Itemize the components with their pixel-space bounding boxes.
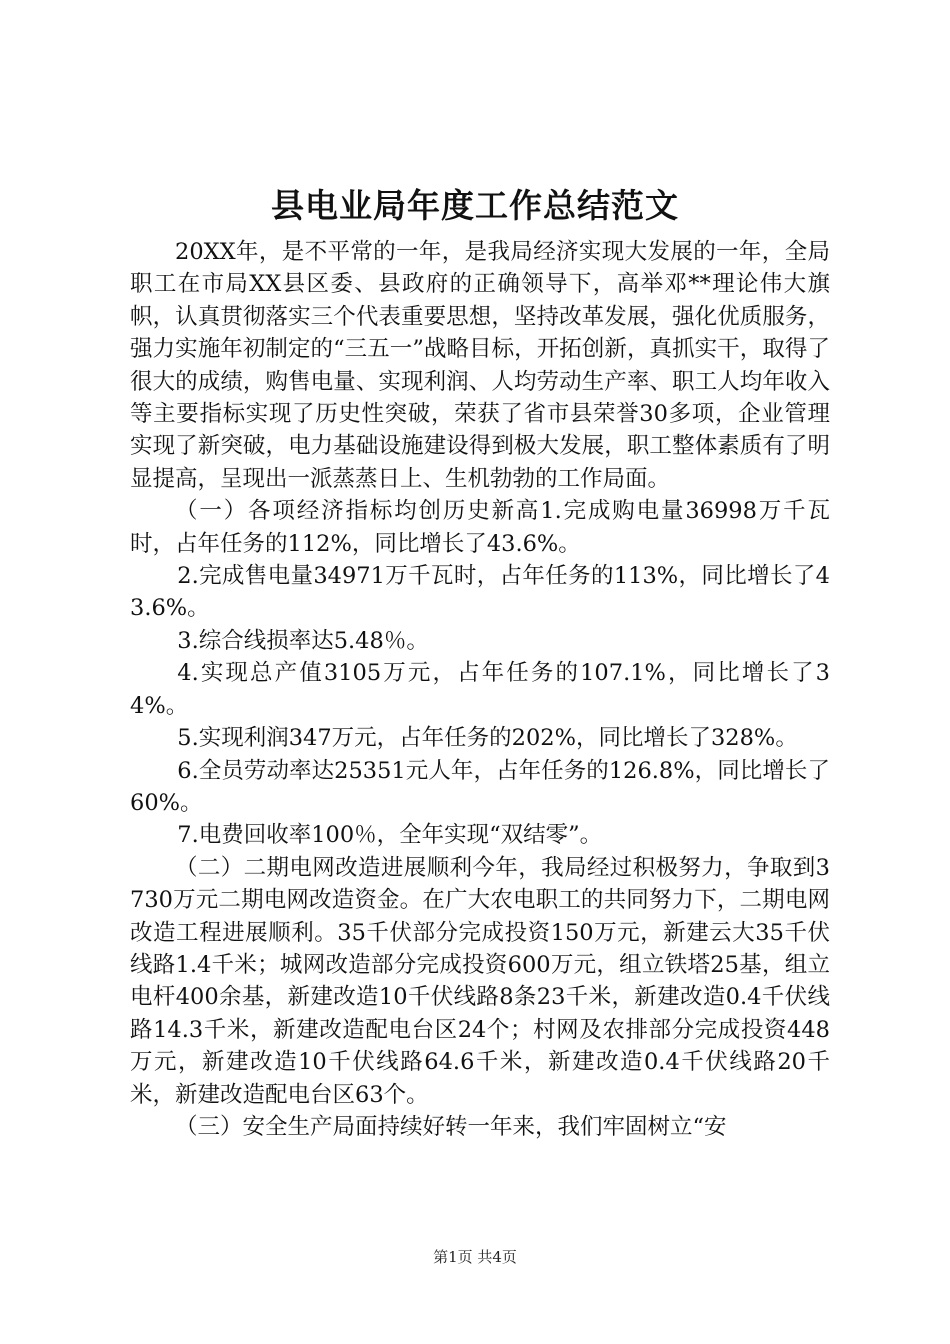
page-footer: 第1页 共4页: [433, 1248, 517, 1266]
paragraph-item-6: 6.全员劳动率达25351元人年，占年任务的126.8%，同比增长了60%。: [130, 757, 830, 816]
paragraph-section-1: （一）各项经济指标均创历史新高1.完成购电量36998万千瓦时，占年任务的112%，同比增长了43.6%。: [130, 498, 830, 557]
paragraph-item-4: 4.实现总产值3105万元，占年任务的107.1%，同比增长了34%。: [130, 660, 830, 719]
paragraph-item-5: 5.实现利润347万元，占年任务的202%，同比增长了328%。: [177, 725, 798, 752]
document-body: [130, 236, 830, 1143]
paragraph-section-2: （二）二期电网改造进展顺利今年，我局经过积极努力，争取到3730万元二期电网改造资金。在广大农电职工的共同努力下，二期电网改造工程进展顺利。35千伏部分完成投资150万元，新建云大35千伏线路1.4千米；城网改造部分完成投资600万元，组立铁塔25基，组立电杆400余基，新建改造10千伏线路8条23千米，新建改造0.4千伏线路14.3千米，新建改造配电台区24个；村网及农排部分完成投资448万元，新建改造10千伏线路64.6千米，新建改造0.4千伏线路20千米，新建改造配电台区63个。: [130, 854, 830, 1108]
paragraph-item-7: 7.电费回收率100％，全年实现“双结零”。: [177, 822, 603, 849]
document-title: 县电业局年度工作总结范文: [271, 186, 679, 225]
paragraph-intro: 20XX年，是不平常的一年，是我局经济实现大发展的一年，全局职工在市局XX县区委、县政府的正确领导下，高举邓**理论伟大旗帜，认真贯彻落实三个代表重要思想，坚持改革发展，强化优质服务，强力实施年初制定的“三五一”战略目标，开拓创新，真抓实干，取得了很大的成绩，购售电量、实现利润、人均劳动生产率、职工人均年收入等主要指标实现了历史性突破，荣获了省市县荣誉30多项，企业管理实现了新突破，电力基础设施建设得到极大发展，职工整体素质有了明显提高，呈现出一派蒸蒸日上、生机勃勃的工作局面。: [130, 239, 830, 492]
paragraph-item-2: 2.完成售电量34971万千瓦时，占年任务的113%，同比增长了43.6%。: [130, 563, 830, 622]
paragraph-section-3: （三）安全生产局面持续好转一年来，我们牢固树立“安: [175, 1113, 727, 1140]
paragraph-item-3: 3.综合线损率达5.48％。: [177, 627, 429, 654]
